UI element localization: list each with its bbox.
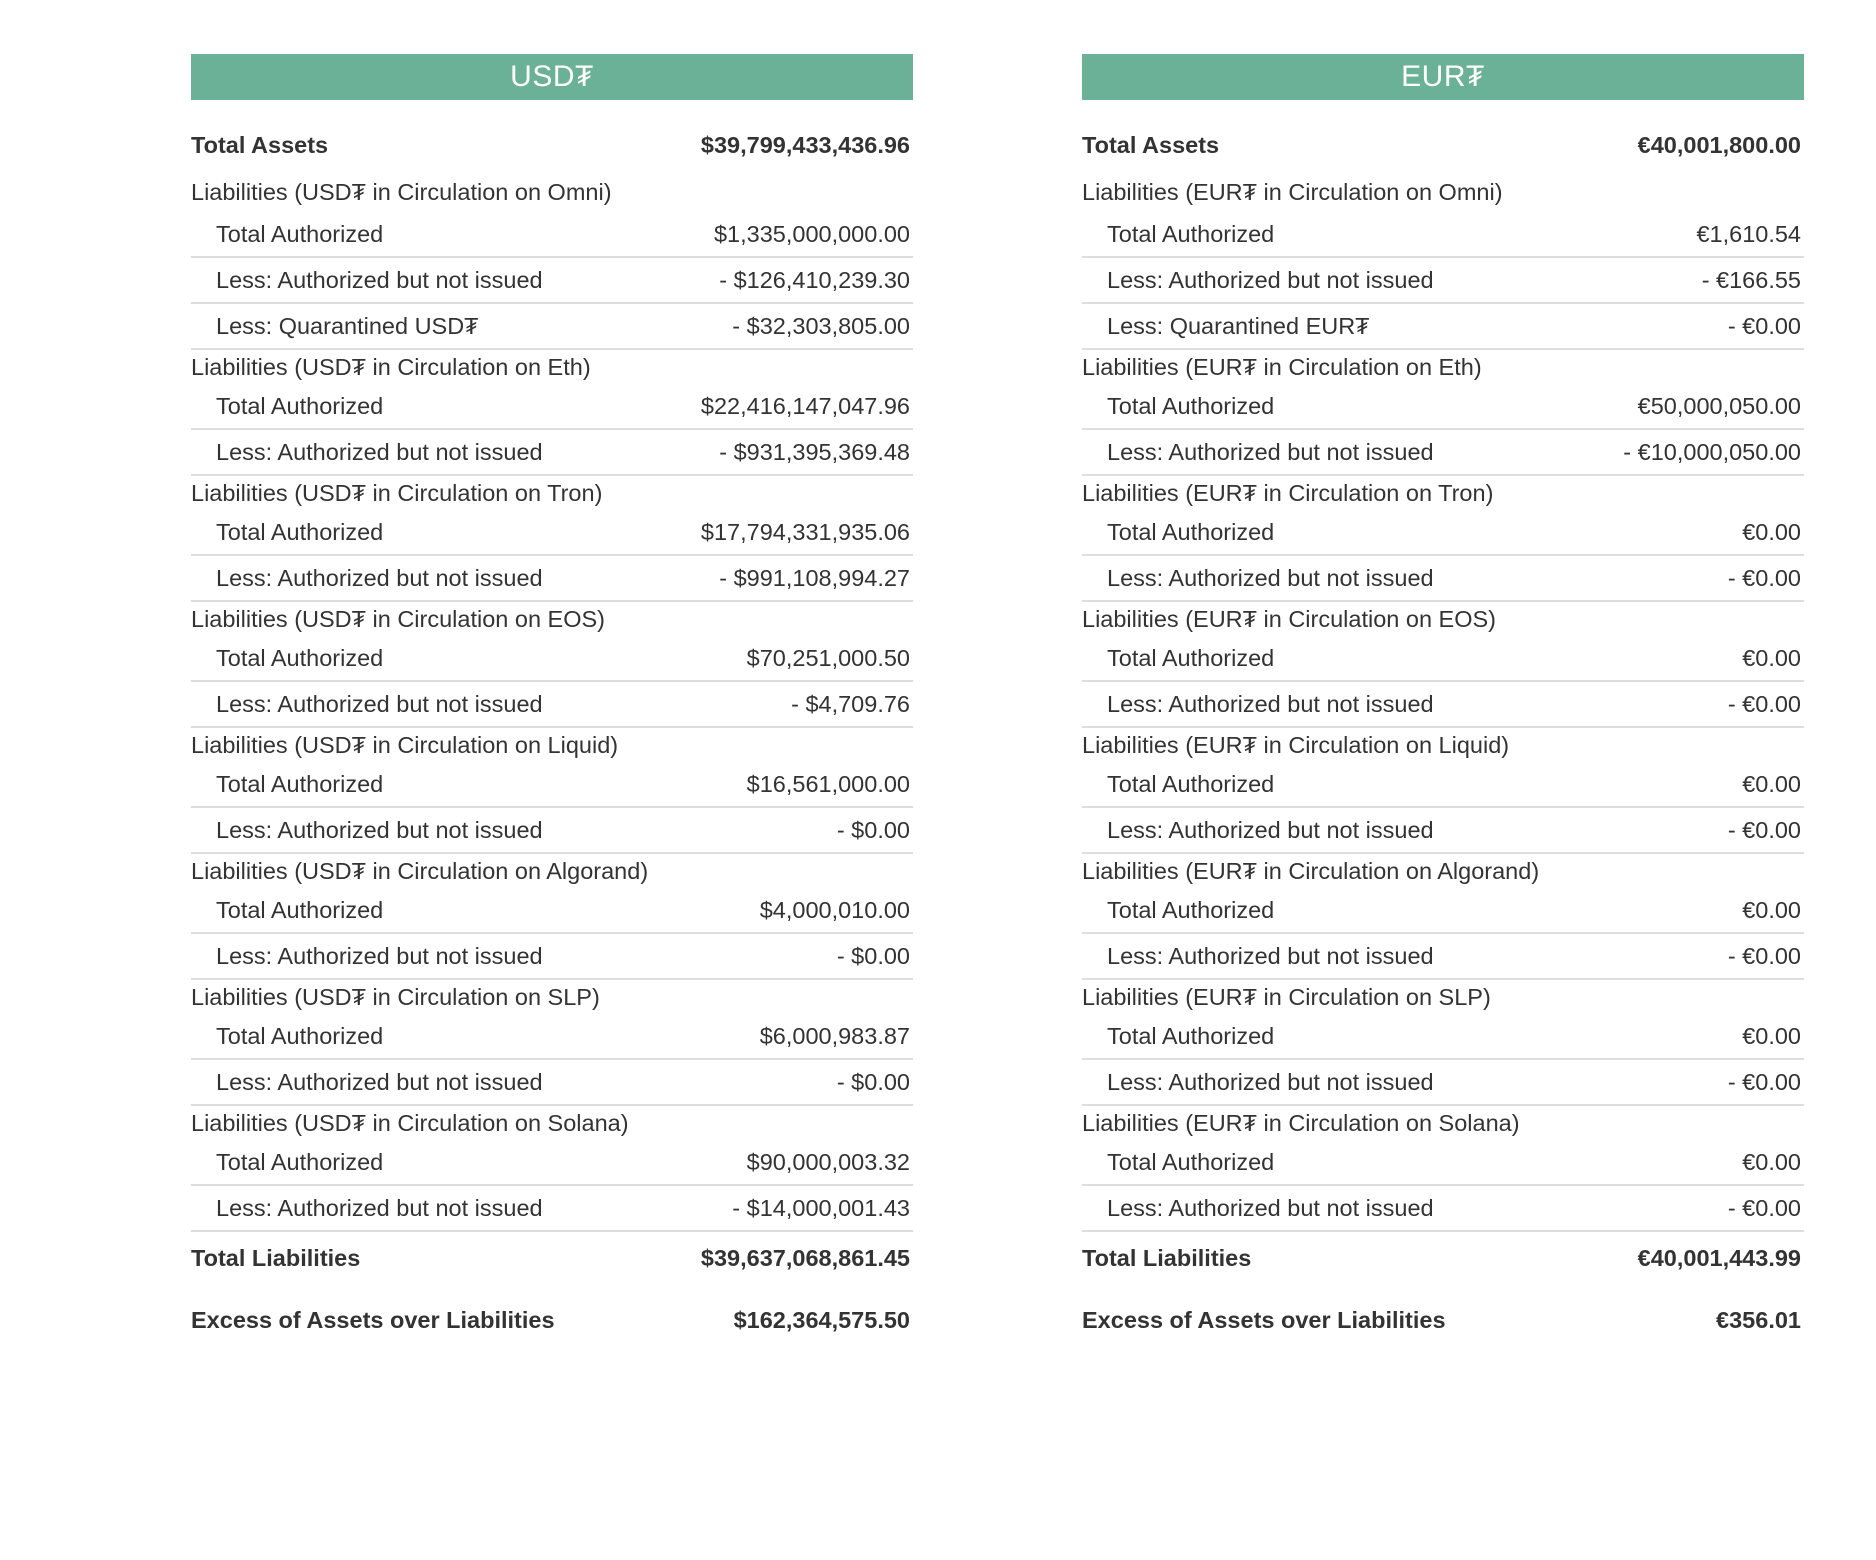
liability-row-label: Less: Authorized but not issued	[1107, 690, 1434, 717]
liability-row-value: - $0.00	[836, 942, 910, 969]
liability-section-heading	[191, 172, 913, 212]
liability-row	[1082, 430, 1804, 476]
total-assets-row-label: Total Assets	[1082, 131, 1220, 158]
liability-row-label: Total Authorized	[216, 518, 384, 545]
total-liabilities-row-label: Total Liabilities	[1082, 1244, 1252, 1271]
liability-row-value: - €0.00	[1727, 564, 1801, 591]
liability-row-label: Less: Authorized but not issued	[1107, 942, 1434, 969]
liability-row	[1082, 556, 1804, 602]
liability-row-label: Total Authorized	[1107, 1148, 1275, 1175]
liability-row-label: Total Authorized	[216, 1022, 384, 1049]
liability-row	[191, 682, 913, 728]
excess-row	[1082, 1284, 1804, 1356]
liability-section-heading	[1082, 980, 1804, 1014]
liability-section-heading	[191, 728, 913, 762]
liability-row-label: Total Authorized	[1107, 1022, 1275, 1049]
liability-row-value: €0.00	[1742, 644, 1801, 671]
liability-section-heading-label: Liabilities (EUR₮ in Circulation on EOS)	[1082, 605, 1497, 632]
liability-row-value: - $0.00	[836, 1068, 910, 1095]
liability-section-heading-label: Liabilities (USD₮ in Circulation on Tron)	[191, 479, 603, 506]
liability-row-label: Less: Authorized but not issued	[1107, 564, 1434, 591]
liability-row	[191, 1186, 913, 1232]
liability-row-value: €0.00	[1742, 1148, 1801, 1175]
liability-section-heading-label: Liabilities (EUR₮ in Circulation on Omni)	[1082, 178, 1503, 205]
liability-row	[191, 934, 913, 980]
liability-section-heading	[1082, 172, 1804, 212]
liability-section-heading-label: Liabilities (EUR₮ in Circulation on Algorand)	[1082, 857, 1540, 884]
liability-row-label: Total Authorized	[216, 896, 384, 923]
total-assets-row-value: $39,799,433,436.96	[700, 131, 910, 158]
liability-row	[191, 1014, 913, 1060]
liability-row-label: Less: Authorized but not issued	[216, 1068, 543, 1095]
liability-row-value: - $126,410,239.30	[719, 266, 910, 293]
liability-row-label: Less: Authorized but not issued	[216, 690, 543, 717]
liability-row-value: - €166.55	[1701, 266, 1801, 293]
liability-section-heading-label: Liabilities (USD₮ in Circulation on SLP)	[191, 983, 600, 1010]
liability-section-heading-label: Liabilities (USD₮ in Circulation on Algorand)	[191, 857, 649, 884]
liability-section-heading	[1082, 350, 1804, 384]
liability-row	[191, 304, 913, 350]
liability-row-label: Less: Authorized but not issued	[216, 564, 543, 591]
liability-section-heading-label: Liabilities (USD₮ in Circulation on Solana)	[191, 1109, 629, 1136]
liability-row	[191, 556, 913, 602]
eur-rows	[1082, 118, 1804, 1356]
liability-row-label: Less: Authorized but not issued	[1107, 1068, 1434, 1095]
liability-row-label: Less: Authorized but not issued	[1107, 266, 1434, 293]
liability-row-label: Less: Quarantined USD₮	[216, 312, 479, 339]
liability-row-label: Total Authorized	[216, 644, 384, 671]
liability-row-value: $6,000,983.87	[759, 1022, 910, 1049]
liability-row-label: Total Authorized	[216, 770, 384, 797]
liability-row-value: $16,561,000.00	[746, 770, 910, 797]
liability-row-label: Total Authorized	[1107, 644, 1275, 671]
liability-row-label: Less: Authorized but not issued	[1107, 438, 1434, 465]
liability-row-label: Less: Authorized but not issued	[216, 266, 543, 293]
liability-row-value: €0.00	[1742, 770, 1801, 797]
total-liabilities-row	[1082, 1232, 1804, 1284]
liability-row-label: Less: Authorized but not issued	[1107, 816, 1434, 843]
liability-row-value: - €0.00	[1727, 690, 1801, 717]
liability-row	[191, 430, 913, 476]
liability-section-heading-label: Liabilities (USD₮ in Circulation on Omni)	[191, 178, 612, 205]
liability-row-label: Less: Authorized but not issued	[216, 438, 543, 465]
liability-section-heading	[1082, 854, 1804, 888]
liability-section-heading-label: Liabilities (EUR₮ in Circulation on Solana)	[1082, 1109, 1520, 1136]
liability-row-value: - $4,709.76	[791, 690, 910, 717]
usd-panel-title: USD₮	[191, 54, 913, 100]
liability-row-label: Total Authorized	[216, 392, 384, 419]
liability-row-label: Total Authorized	[216, 1148, 384, 1175]
liability-row-value: - $0.00	[836, 816, 910, 843]
total-assets-row-label: Total Assets	[191, 131, 329, 158]
excess-row-label: Excess of Assets over Liabilities	[1082, 1306, 1446, 1333]
eur-panel-title: EUR₮	[1082, 54, 1804, 100]
liability-row-value: $4,000,010.00	[759, 896, 910, 923]
liability-row	[191, 636, 913, 682]
total-liabilities-row-value: €40,001,443.99	[1637, 1244, 1801, 1271]
liability-row-label: Less: Quarantined EUR₮	[1107, 312, 1370, 339]
liability-row	[1082, 808, 1804, 854]
total-liabilities-row-value: $39,637,068,861.45	[700, 1244, 910, 1271]
liability-row-label: Less: Authorized but not issued	[216, 942, 543, 969]
liability-row-value: - $32,303,805.00	[732, 312, 910, 339]
liability-section-heading-label: Liabilities (EUR₮ in Circulation on SLP)	[1082, 983, 1491, 1010]
liability-section-heading-label: Liabilities (USD₮ in Circulation on EOS)	[191, 605, 606, 632]
liability-row-value: - €0.00	[1727, 312, 1801, 339]
liability-row	[191, 212, 913, 258]
liability-row	[191, 888, 913, 934]
liability-row-label: Total Authorized	[1107, 220, 1275, 247]
liability-section-heading-label: Liabilities (EUR₮ in Circulation on Eth)	[1082, 353, 1482, 380]
liability-row	[1082, 636, 1804, 682]
liability-row-label: Total Authorized	[1107, 770, 1275, 797]
total-liabilities-row-label: Total Liabilities	[191, 1244, 361, 1271]
liability-section-heading-label: Liabilities (EUR₮ in Circulation on Liquid)	[1082, 731, 1510, 758]
liability-row-label: Total Authorized	[1107, 518, 1275, 545]
liability-row	[191, 762, 913, 808]
liability-row-label: Total Authorized	[1107, 896, 1275, 923]
liability-row	[1082, 934, 1804, 980]
liability-section-heading	[191, 350, 913, 384]
liability-row-value: $17,794,331,935.06	[700, 518, 910, 545]
liability-section-heading	[191, 476, 913, 510]
liability-row	[191, 258, 913, 304]
liability-row-label: Less: Authorized but not issued	[216, 816, 543, 843]
excess-row-label: Excess of Assets over Liabilities	[191, 1306, 555, 1333]
liability-row-value: - $991,108,994.27	[719, 564, 910, 591]
liability-section-heading-label: Liabilities (USD₮ in Circulation on Eth)	[191, 353, 591, 380]
liability-row-value: €0.00	[1742, 1022, 1801, 1049]
liability-row-value: - €10,000,050.00	[1623, 438, 1801, 465]
liability-section-heading	[191, 1106, 913, 1140]
liability-row-value: - €0.00	[1727, 1194, 1801, 1221]
liability-row	[1082, 762, 1804, 808]
excess-row	[191, 1284, 913, 1356]
liability-section-heading	[1082, 476, 1804, 510]
liability-row-value: €1,610.54	[1696, 220, 1801, 247]
liability-row	[191, 1140, 913, 1186]
liability-row	[1082, 510, 1804, 556]
liability-row	[1082, 682, 1804, 728]
liability-row-value: - €0.00	[1727, 816, 1801, 843]
liability-row-value: $22,416,147,047.96	[700, 392, 910, 419]
total-liabilities-row	[191, 1232, 913, 1284]
usd-panel	[191, 54, 913, 1356]
total-assets-row-value: €40,001,800.00	[1637, 131, 1801, 158]
liability-row-label: Less: Authorized but not issued	[1107, 1194, 1434, 1221]
liability-row	[191, 510, 913, 556]
liability-section-heading	[1082, 728, 1804, 762]
total-assets-row	[1082, 118, 1804, 172]
liability-row	[1082, 384, 1804, 430]
liability-row-value: - $14,000,001.43	[732, 1194, 910, 1221]
liability-row	[1082, 888, 1804, 934]
usd-rows	[191, 118, 913, 1356]
liability-row-value: €50,000,050.00	[1637, 392, 1801, 419]
liability-row-value: - €0.00	[1727, 942, 1801, 969]
liability-row-value: €0.00	[1742, 896, 1801, 923]
liability-row	[191, 1060, 913, 1106]
total-assets-row	[191, 118, 913, 172]
liability-section-heading	[191, 602, 913, 636]
liability-row	[191, 384, 913, 430]
eur-panel	[1082, 54, 1804, 1356]
excess-row-value: €356.01	[1716, 1306, 1801, 1333]
liability-row-value: €0.00	[1742, 518, 1801, 545]
liability-row	[1082, 1140, 1804, 1186]
liability-row-label: Total Authorized	[1107, 392, 1275, 419]
liability-row	[1082, 1014, 1804, 1060]
liability-row-label: Total Authorized	[216, 220, 384, 247]
liability-section-heading	[1082, 602, 1804, 636]
liability-row-label: Less: Authorized but not issued	[216, 1194, 543, 1221]
liability-row	[1082, 1060, 1804, 1106]
liability-section-heading	[191, 854, 913, 888]
liability-row	[1082, 1186, 1804, 1232]
liability-section-heading-label: Liabilities (USD₮ in Circulation on Liquid)	[191, 731, 619, 758]
liability-row	[1082, 304, 1804, 350]
liability-section-heading	[191, 980, 913, 1014]
liability-row	[1082, 212, 1804, 258]
liability-row-value: $90,000,003.32	[746, 1148, 910, 1175]
liability-section-heading	[1082, 1106, 1804, 1140]
liability-row	[1082, 258, 1804, 304]
liability-row-value: - $931,395,369.48	[719, 438, 910, 465]
liability-section-heading-label: Liabilities (EUR₮ in Circulation on Tron)	[1082, 479, 1494, 506]
liability-row-value: - €0.00	[1727, 1068, 1801, 1095]
liability-row-value: $70,251,000.50	[746, 644, 910, 671]
liability-row	[191, 808, 913, 854]
excess-row-value: $162,364,575.50	[733, 1306, 910, 1333]
liability-row-value: $1,335,000,000.00	[713, 220, 910, 247]
